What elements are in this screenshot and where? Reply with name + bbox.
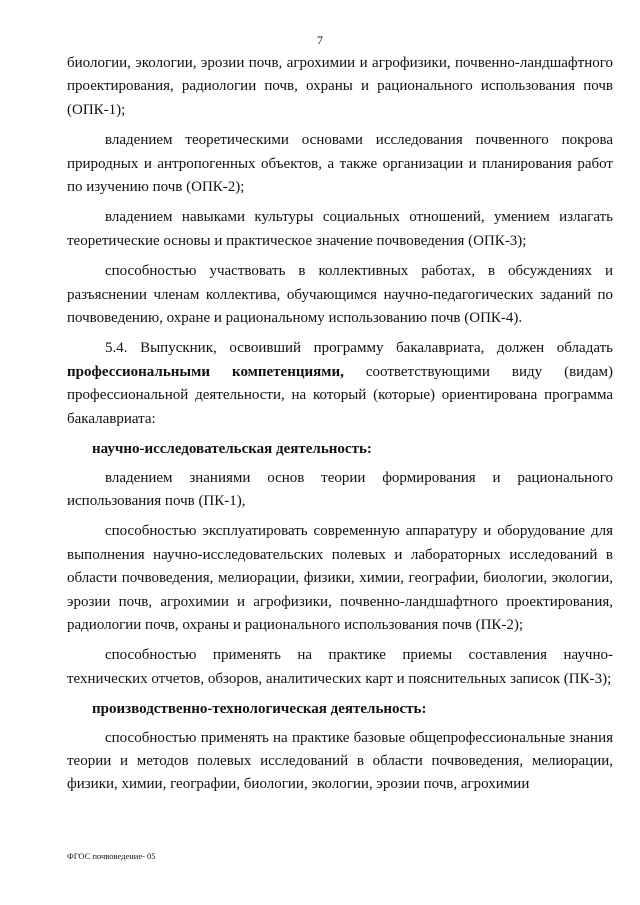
document-body	[67, 52, 613, 804]
footer-document-code: ФГОС почвоведение- 05	[67, 851, 156, 861]
section-5-4-bold-term: профессиональными компетенциями,	[67, 363, 344, 380]
heading-production-activity: производственно-технологическая деятельность:	[92, 701, 427, 718]
section-5-4-lead-text: 5.4. Выпускник, освоивший программу бакалавриата, должен обладать	[105, 340, 613, 357]
paragraph-opk1-continuation: биологии, экологии, эрозии почв, агрохимии и агрофизики, почвенно-ландшафтного проектирования, радиологии почв, охраны и рационального использования почв (ОПК-1);	[67, 55, 613, 118]
paragraph-pk3: способностью применять на практике приемы составления научно-технических отчетов, обзоров, аналитических карт и пояснительных записок (ПК-3);	[67, 647, 613, 687]
page-number: 7	[317, 33, 323, 47]
section-5-4-tail-text: соответствующими виду (видам) профессиональной деятельности, на который (которые) ориентирована программа бакалавриата:	[67, 363, 613, 427]
paragraph-production-competence: способностью применять на практике базовые общепрофессиональные знания теории и методов полевых исследований в области почвоведения, мелиорации, физики, химии, географии, биологии, экологии, эрозии почв, агрохимии	[67, 729, 613, 793]
paragraph-opk3: владением навыками культуры социальных отношений, умением излагать теоретические основы и практическое значение почвоведения (ОПК-3);	[67, 209, 613, 249]
paragraph-opk4: способностью участвовать в коллективных работах, в обсуждениях и разъяснении членам коллектива, обучающимся научно-педагогических заданий по почвоведению, охране и рациональному использованию почв (ОПК-4).	[67, 263, 613, 327]
paragraph-pk1: владением знаниями основ теории формирования и рационального использования почв (ПК-1),	[67, 469, 613, 509]
paragraph-section-5-4	[67, 337, 613, 431]
paragraph-opk2: владением теоретическими основами исследования почвенного покрова природных и антропогенных объектов, а также организации и планирования работ по изучению почв (ОПК-2);	[67, 132, 613, 196]
heading-research-activity: научно-исследовательская деятельность:	[92, 441, 372, 458]
paragraph-pk2: способностью эксплуатировать современную аппаратуру и оборудование для выполнения научно-исследовательских полевых и лабораторных исследований в области почвоведения, мелиорации, физики, химии, географии, биологии, экологии, эрозии почв, агрохимии и агрофизики, почвенно-ландшафтного проектирования, радиологии почв, охраны и рационального использования почв (ПК-2);	[67, 523, 613, 633]
